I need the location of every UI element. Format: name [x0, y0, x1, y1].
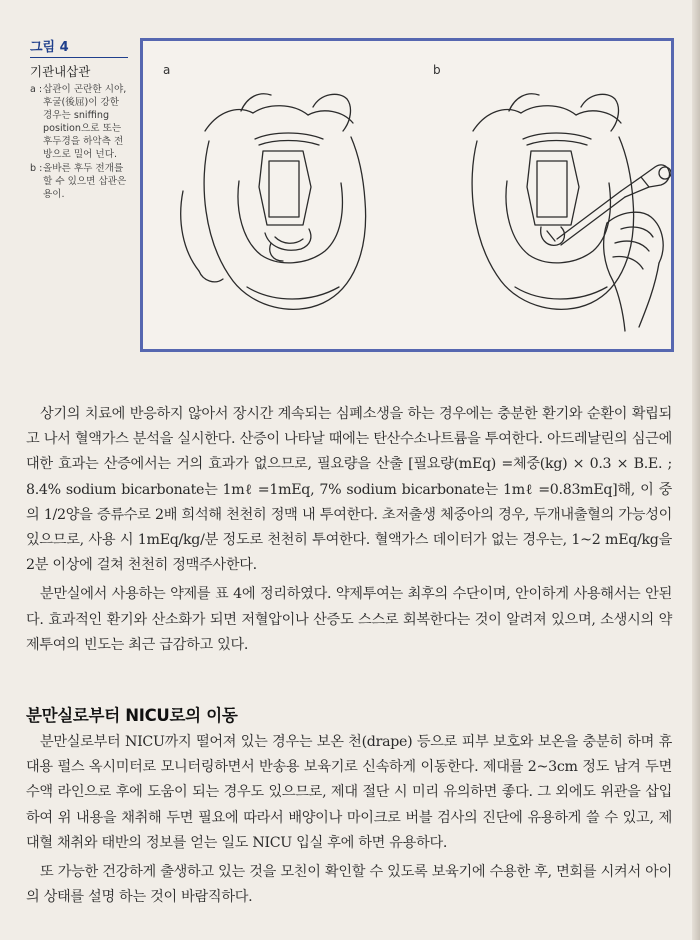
figure-note-a: [30, 83, 128, 161]
figure-caption: [30, 36, 128, 202]
section-heading: 분만실로부터 NICU로의 이동: [26, 706, 238, 725]
figure-title: 기관내삽관: [30, 64, 91, 79]
figure-illustration: [140, 38, 674, 352]
figure-note-marker: b :: [30, 163, 43, 174]
figure-notes: [30, 83, 128, 201]
figure-note-marker: a :: [30, 84, 43, 95]
figure-note-text: 삽관이 곤란한 시야, 후굴(後屈)이 강한 경우는 sniffing position으로 또는 후두경을 하악측 전방으로 밀어 넌다.: [43, 84, 127, 160]
section-nicu-transfer: [26, 702, 672, 914]
intubation-drawing: [143, 41, 671, 349]
section-paragraph-2: 또 가능한 건강하게 출생하고 있는 것을 모친이 확인할 수 있도록 보육기에 수용한 후, 면회를 시켜서 아이의 상태를 설명 하는 것이 바람직하다.: [26, 864, 672, 906]
panel-b-drawing: [472, 94, 671, 331]
body-paragraph-2: 분만실에서 사용하는 약제를 표 4에 정리하였다. 약제투여는 최후의 수단이며, 안이하게 사용해서는 안된다. 효과적인 환기와 산소화가 되면 저혈압이나 산증도 스스로 회복한다는 것이 알려져 있으며, 소생시의 약제투여의 빈도는 최근 급감하고 있다.: [26, 586, 672, 653]
panel-a-drawing: [181, 94, 366, 310]
main-text: [26, 402, 672, 662]
section-paragraph-1: 분만실로부터 NICU까지 떨어져 있는 경우는 보온 천(drape) 등으로 피부 보호와 보온을 충분히 하며 휴대용 펄스 옥시미터로 모니터링하면서 반송용 보육기로 신속하게 이동한다. 제대를 2~3cm 정도 남겨 두면 수액 라인으로 후에 도움이 되는 경우도 있으므로, 제대 절단 시 미리 유의하면 좋다. 그 외에도 위관을 삽입하여 위 내용을 채취해 두면 필요에 따라서 배양이나 마이크로 버블 검사의 진단에 유용하게 쓸 수 있고, 제대혈 채취와 태반의 정보를 얻는 일도 NICU 입실 후에 하면 유용하다.: [26, 734, 672, 851]
figure-number: 그림 4: [30, 36, 128, 58]
figure-note-b: [30, 162, 128, 201]
panel-label-a: a: [163, 63, 171, 77]
figure-note-text: 올바른 후두 전개를 할 수 있으면 삽관은 용이.: [43, 163, 127, 200]
page-edge: [692, 0, 700, 940]
body-paragraph-1: 상기의 치료에 반응하지 않아서 장시간 계속되는 심폐소생을 하는 경우에는 충분한 환기와 순환이 확립되고 나서 혈액가스 분석을 실시한다. 산증이 나타날 때에는 탄산수소나트륨을 투여한다. 아드레날린의 심근에 대한 효과는 산증에서는 거의 효과가 없으므로, 필요량을 산출 [필요량(mEq) =체중(kg) × 0.3 × B.E. ; 8.4% sodium bicarbonate는 1mℓ =1mEq, 7% sodium bicarbonate는 1mℓ =0.83mEq]해, 이 중의 1/2양을 증류수로 2배 희석해 천천히 정맥 내 투여한다. 초저출생 체중아의 경우, 두개내출혈의 가능성이 있으므로, 사용 시 1mEq/kg/분 정도로 천천히 투여한다. 혈액가스 데이터가 없는 경우는, 1~2 mEq/kg을 2분 이상에 걸쳐 천천히 정맥주사한다.: [26, 406, 672, 574]
panel-label-b: b: [433, 63, 441, 77]
